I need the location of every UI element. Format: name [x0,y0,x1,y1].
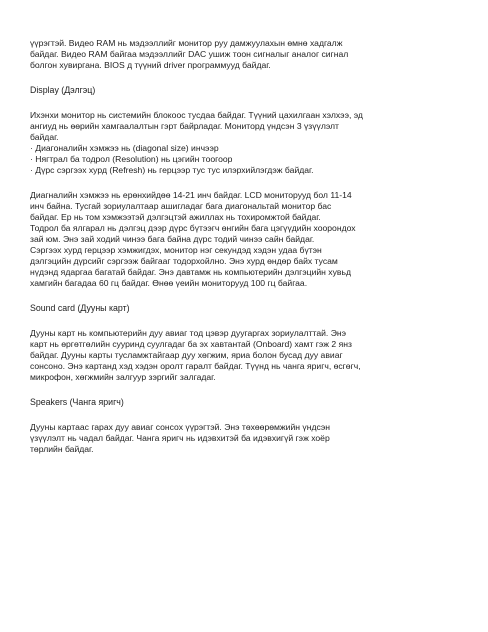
text-line: карт нь өргөтгөлийн сууринд суулгадаг ба эх хавтантай (Onboard) хамт гэж 2 янз [30,339,352,349]
section-heading-sound-card: Sound card (Дууны карт) [30,303,130,313]
text-line: байдаг. Ер нь том хэмжээтэй дэлгэцтэй ажиллах нь тохиромжтой байдаг. [30,212,321,222]
text-line: үүрэгтэй. Видео RAM нь мэдээллийг монитор руу дамжуулахын өмнө хадгалж [30,38,343,48]
section-heading-speakers: Speakers (Чанга яригч) [30,397,124,407]
section-heading-display: Display (Дэлгэц) [30,85,96,95]
text-line: Ихэнхи монитор нь системийн блокоос тусдаа байдаг. Түүний цахилгаан хэлхээ, эд [30,110,363,120]
text-line: байдаг. Видео RAM байгаа мэдээллийг DAC ушиж тоон сигналыг аналог сигнал [30,49,349,59]
text-line: Сэргээх хурд герцээр хэмжигдэх, монитор нэг секундэд хэдэн удаа бүтэн [30,245,322,255]
sound-card-paragraph [30,328,470,383]
text-line: нүдэнд ядаргаа багатай байдаг. Энэ давтамж нь компьютерийн дэлгэцийн хувьд [30,267,351,277]
display-paragraph-2 [30,190,470,289]
speakers-paragraph [30,422,470,455]
text-line: Дууны карт нь компьютерийн дуу авиаг тод цэвэр дуугаргах зориулалттай. Энэ [30,328,347,338]
text-line: үзүүлэлт нь чадал байдаг. Чанга яригч нь идэвхитэй ба идэвхигүй гэж хоёр [30,433,330,443]
bullet-item: · Дүрс сэргээх хурд (Refresh) нь герцээр тус тус илэрхийлэгдэж байдаг. [30,165,314,175]
text-line: Дууны картаас гарах дуу авиаг сонсох үүрэгтэй. Энэ төхөөрөмжийн үндсэн [30,422,330,432]
text-line: хамгийн багадаа 60 гц байдаг. Өнөө үеийн мониторууд 100 гц байгаа. [30,278,308,288]
text-line: байдаг. Дууны карты тусламжтайгаар дуу хөгжим, яриа болон бусад дуу авиаг [30,350,343,360]
text-line: болгон хувиргана. BIOS д түүний driver программууд байдаг. [30,60,271,70]
text-line: дэлгэцийн дүрсийг сэргээж байгааг тодорхойлно. Энэ хурд өндөр байх тусам [30,256,338,266]
text-line: байдаг. [30,132,59,142]
bullet-item: · Нягтрал ба тодрол (Resolution) нь цэгийн тоогоор [30,154,233,164]
display-paragraph-1 [30,110,470,176]
text-line: зай юм. Энэ зай ходий чинээ бага байна дүрс тодий чинээ сайн байдаг. [30,234,315,244]
intro-paragraph [30,38,470,71]
document-page [30,38,470,455]
text-line: төрлийн байдаг. [30,444,94,454]
text-line: ангиуд нь өөрийн хамгаалалтын гэрт байрладаг. Мониторд үндсэн 3 үзүүлэлт [30,121,339,131]
text-line: сонсоно. Энэ картанд хэд хэдэн оролт гаралт байдаг. Түүнд нь чанга яригч, өсгөгч, [30,361,361,371]
text-line: Диагналийн хэмжээ нь ерөнхийдөө 14-21 инч байдаг. LCD мониторууд бол 11-14 [30,190,352,200]
bullet-item: · Диагоналийн хэмжээ нь (diagonal size) инчээр [30,143,219,153]
text-line: Тодрол ба ялгарал нь дэлгэц дээр дүрс бүтээгч өнгийн бага цэгүүдийн хоорондох [30,223,356,233]
text-line: микрофон, хөгжмийн залгуур зэргийг залгадаг. [30,372,216,382]
text-line: инч байна. Тусгай зориулалтаар ашигладаг бага диагональтай монитор бас [30,201,332,211]
